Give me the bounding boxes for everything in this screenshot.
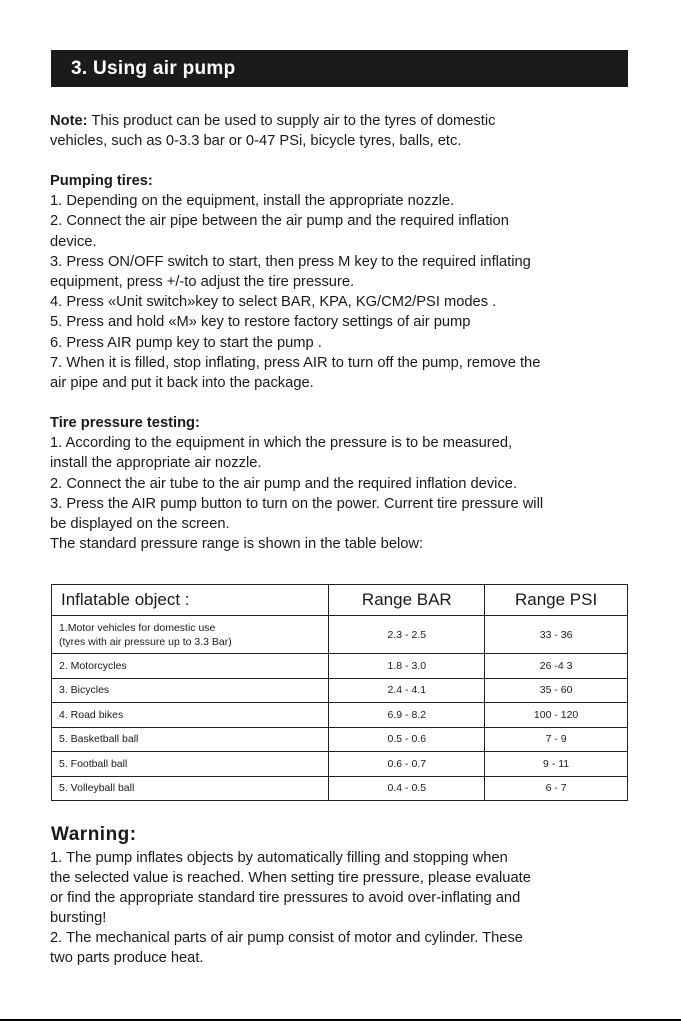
warning-heading: Warning: (51, 824, 137, 845)
testing-line: 1. According to the equipment in which the pressure is to be measured, (50, 435, 513, 452)
testing-line: The standard pressure range is shown in the table below: (50, 536, 424, 553)
table-row (52, 654, 628, 679)
note-text-line-2: vehicles, such as 0-3.3 bar or 0-47 PSi, bicycle tyres, balls, etc. (50, 133, 462, 150)
object-cell: 4. Road bikes (52, 703, 329, 728)
warning-line: or find the appropriate standard tire pressures to avoid over-inflating and (50, 890, 521, 906)
pumping-section (50, 171, 635, 393)
pressure-range-table (51, 584, 628, 801)
warning-line: bursting! (50, 910, 107, 926)
table-header-row (52, 585, 628, 616)
bar-cell: 2.3 - 2.5 (329, 616, 485, 654)
table-row (52, 703, 628, 728)
warning-line: the selected value is reached. When setting tire pressure, please evaluate (50, 870, 531, 886)
pumping-line: 6. Press AIR pump key to start the pump . (50, 334, 322, 351)
bar-cell: 2.4 - 4.1 (329, 678, 485, 703)
psi-cell: 26 -4 3 (485, 654, 628, 679)
pumping-line: 2. Connect the air pipe between the air pump and the required inflation (50, 213, 509, 230)
bar-cell: 0.4 - 0.5 (329, 776, 485, 801)
testing-line: 2. Connect the air tube to the air pump and the required inflation device. (50, 475, 518, 492)
object-cell: 5. Volleyball ball (52, 776, 329, 801)
psi-cell: 100 - 120 (485, 703, 628, 728)
pumping-line: 7. When it is filled, stop inflating, press AIR to turn off the pump, remove the (50, 354, 541, 371)
warning-section (50, 848, 635, 968)
object-cell (52, 616, 329, 654)
bar-cell: 0.6 - 0.7 (329, 752, 485, 777)
psi-cell: 7 - 9 (485, 727, 628, 752)
table-row (52, 776, 628, 801)
object-line-1: 1.Motor vehicles for domestic use (59, 621, 216, 634)
testing-line: install the appropriate air nozzle. (50, 455, 262, 472)
object-line-2: (tyres with air pressure up to 3.3 Bar) (59, 635, 232, 648)
header-range-bar: Range BAR (329, 585, 485, 616)
table-row (52, 616, 628, 654)
pumping-line: 5. Press and hold «M» key to restore factory settings of air pump (50, 314, 471, 331)
section-title: 3. Using air pump (51, 50, 628, 87)
warning-line: 1. The pump inflates objects by automatically filling and stopping when (50, 850, 508, 866)
table-row (52, 752, 628, 777)
testing-line: be displayed on the screen. (50, 516, 230, 533)
warning-line: 2. The mechanical parts of air pump consist of motor and cylinder. These (50, 930, 523, 946)
pumping-line: 1. Depending on the equipment, install the appropriate nozzle. (50, 193, 455, 210)
pumping-line: equipment, press +/-to adjust the tire pressure. (50, 274, 355, 291)
object-cell: 5. Football ball (52, 752, 329, 777)
table-row (52, 727, 628, 752)
object-cell: 3. Bicycles (52, 678, 329, 703)
table-row (52, 678, 628, 703)
psi-cell: 9 - 11 (485, 752, 628, 777)
pumping-line: 3. Press ON/OFF switch to start, then press M key to the required inflating (50, 253, 531, 270)
note-text-line-1: This product can be used to supply air to the tyres of domestic (87, 113, 496, 129)
psi-cell: 6 - 7 (485, 776, 628, 801)
testing-line: 3. Press the AIR pump button to turn on the power. Current tire pressure will (50, 495, 544, 512)
note-paragraph (50, 111, 635, 151)
bar-cell: 1.8 - 3.0 (329, 654, 485, 679)
pumping-line: air pipe and put it back into the package. (50, 375, 314, 392)
object-cell: 5. Basketball ball (52, 727, 329, 752)
bar-cell: 0.5 - 0.6 (329, 727, 485, 752)
object-cell: 2. Motorcycles (52, 654, 329, 679)
pumping-heading: Pumping tires: (50, 173, 153, 189)
bar-cell: 6.9 - 8.2 (329, 703, 485, 728)
header-range-psi: Range PSI (485, 585, 628, 616)
pumping-line: device. (50, 233, 97, 250)
warning-line: two parts produce heat. (50, 950, 204, 966)
note-label: Note: (50, 113, 88, 129)
psi-cell: 35 - 60 (485, 678, 628, 703)
header-inflatable-object: Inflatable object : (52, 585, 329, 616)
testing-heading: Tire pressure testing: (50, 415, 200, 431)
testing-section (50, 413, 635, 554)
psi-cell: 33 - 36 (485, 616, 628, 654)
pumping-line: 4. Press «Unit switch»key to select BAR, KPA, KG/CM2/PSI modes . (50, 294, 497, 311)
